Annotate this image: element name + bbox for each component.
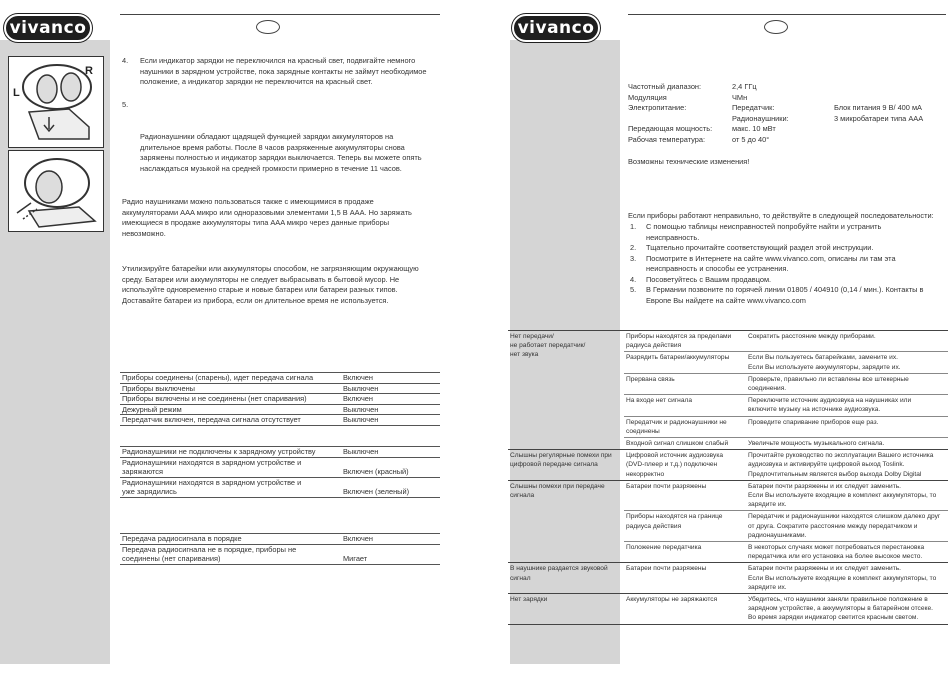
fix-cell: Проверьте, правильно ли вставлены все штекерные соединения.: [746, 373, 948, 394]
step-number: 3.: [630, 253, 637, 263]
table-row: [120, 544, 440, 554]
table-row: [120, 447, 440, 458]
status-desc: заряжаются: [122, 467, 163, 476]
spec-value: ЧМн: [732, 92, 748, 102]
spec-value: 2,4 ГГц: [732, 82, 757, 91]
logo-text: vivanco: [9, 18, 87, 38]
step-number: 2.: [630, 243, 637, 252]
cause-cell: Положение передатчика: [624, 542, 746, 563]
disposal-paragraph: [122, 264, 440, 306]
spec-row: [628, 103, 948, 114]
fix-cell: Сократить расстояние между приборами.: [748, 333, 876, 340]
headphone-battery-illustration: [8, 150, 104, 232]
status-desc: Приборы включены и не соединены (нет спаривания): [122, 394, 307, 403]
spec-row: [628, 93, 948, 104]
specs-block: [628, 82, 948, 145]
table-row: [120, 404, 440, 415]
header-oval: [764, 20, 788, 34]
table-row: [120, 394, 440, 405]
label-r: R: [85, 65, 93, 77]
cause-cell: Входной сигнал слишком слабый: [624, 438, 746, 450]
headphone-charging-illustration: [8, 56, 104, 148]
status-desc: Передача радиосигнала в порядке: [122, 534, 242, 543]
cause-cell: Приборы находятся на границе радиуса действия: [624, 511, 746, 542]
spec-value: от 5 до 40°: [732, 134, 770, 144]
fix-cell: Батареи почти разряжены и их следует заменить. Если Вы используете входящие в комплект аккумуляторы, то зарядите их.: [748, 482, 937, 509]
item4-number: 4.: [122, 56, 129, 65]
step-number: 4.: [630, 274, 637, 284]
fix-cell: Если Вы пользуетесь батарейками, замените их. Если Вы используете аккумуляторы, зарядите их.: [746, 352, 948, 373]
step-line: Европе Вы найдете на сайте www.vivanco.com: [646, 295, 806, 305]
status-desc: соединены (нет спаривания): [122, 554, 221, 563]
step-line: Посоветуйтесь с Вашим продавцом.: [646, 274, 772, 284]
table-row: [120, 457, 440, 467]
problem-cell: Нет передачи/ не работает передатчик/ нет звука: [510, 333, 586, 359]
cause-cell: Приборы находятся за пределами радиуса действия: [626, 333, 732, 350]
charging-line: Радионаушники обладают щадящей функцией зарядки аккумуляторов на: [140, 132, 394, 141]
status-value: Выключен: [343, 415, 379, 424]
step-line: Посмотрите в Интернете на сайте www.vivanco.com, описаны ли там эта: [646, 253, 896, 263]
status-value: Включен (красный): [343, 467, 409, 476]
table-row: [508, 331, 948, 352]
step-line: неисправность.: [646, 232, 700, 242]
disposal-line: используйте одновременно старые и новые батареи или батареи разных типов.: [122, 285, 398, 294]
brand-logo: [512, 14, 600, 42]
status-value: Включен (зеленый): [343, 487, 410, 496]
table-row: [120, 554, 440, 564]
spec-label: Модуляция: [628, 92, 667, 102]
cause-cell: На входе нет сигнала: [624, 395, 746, 416]
status-table-radio: [120, 533, 440, 565]
status-desc: Передатчик включен, передача сигнала отсутствует: [122, 415, 301, 424]
table-row: [120, 383, 440, 394]
status-desc: уже зарядились: [122, 487, 177, 496]
item5-number: 5.: [122, 100, 129, 109]
charging-line: длительное время работы. После 8 часов разряженные аккумуляторы снова: [140, 142, 405, 152]
battery-paragraph: [122, 197, 440, 239]
status-value: Мигает: [343, 554, 368, 563]
table-row: [120, 487, 440, 497]
fix-cell: Батареи почти разряжены и их следует заменить. Если Вы используете входящие в комплект аккумуляторы, то зарядите их.: [748, 565, 937, 591]
step-item: [628, 254, 948, 275]
disposal-line: среду. Батареи или аккумуляторы не следует выбрасывать в бытовой мусор. Не: [122, 274, 400, 284]
step-number: 5.: [630, 285, 637, 294]
header-rule: [628, 14, 946, 15]
charging-line: заряжены полностью и индикатор зарядки выключается. Теперь вы можете опять: [140, 153, 422, 162]
tech-changes-note: Возможны технические изменения!: [628, 157, 750, 166]
cause-cell: Передатчик и радионаушники не соединены: [624, 416, 746, 437]
item4-line: наушники в зарядном устройстве, пока зарядные контакты не займут необходимое: [140, 66, 427, 76]
status-desc: Радионаушники находятся в зарядном устройстве и: [122, 457, 302, 467]
troubleshooting-table: [508, 330, 948, 625]
battery-line: Радио наушниками можно пользоваться также с имеющимися в продаже: [122, 197, 374, 206]
problem-cell: Слышны регулярные помехи при цифровой передаче сигнала: [510, 452, 612, 469]
status-value: [341, 544, 440, 554]
cause-cell: Прервана связь: [624, 373, 746, 394]
status-value: [341, 457, 440, 467]
table-row: [508, 480, 948, 511]
fix-cell: Прочитайте руководство по эксплуатации Вашего источника аудиозвука и активируйте цифровой выход Toslink. Предпочтительным является выбор выхода Dolby Digital: [748, 452, 934, 478]
brand-logo: [4, 14, 92, 42]
status-value: Включен: [343, 534, 373, 543]
status-value: Включен: [343, 394, 373, 403]
status-table-transmitter: [120, 372, 440, 426]
header-oval: [256, 20, 280, 34]
spec-row: [628, 135, 948, 146]
status-value: Выключен: [343, 383, 379, 393]
battery-line: невозможно.: [122, 228, 166, 238]
table-row: [120, 534, 440, 545]
table-row: [120, 467, 440, 477]
spec-row: [628, 114, 948, 125]
spec-extra: 3 микробатареи типа AAA: [834, 113, 924, 123]
label-l: L: [13, 87, 20, 99]
spec-value: Передатчик:: [732, 103, 775, 112]
trouble-intro: Если приборы работают неправильно, то действуйте в следующей последовательности:: [628, 211, 934, 220]
status-value: Включен: [343, 373, 373, 382]
logo-text: vivanco: [517, 18, 595, 38]
battery-line: аккумуляторами AAA микро или одноразовыми элементами 1,5 В AAA. Но заряжать: [122, 207, 412, 217]
step-line: В Германии позвоните по горячей линии 01805 / 404910 (0,14 / мин.). Контакты в: [646, 285, 924, 294]
disposal-line: Доставайте батареи из прибора, если он длительное время не используется.: [122, 295, 389, 305]
spec-label: Передающая мощность:: [628, 124, 713, 133]
charging-line: наслаждаться музыкой на средней громкости примерно в течение 11 часов.: [140, 163, 402, 173]
spec-row: [628, 82, 948, 93]
fix-cell: Проведите спаривание приборов еще раз.: [746, 416, 948, 437]
status-desc: Приборы соединены (спарены), идет передача сигнала: [122, 373, 314, 382]
step-line: Тщательно прочитайте соответствующий раздел этой инструкции.: [646, 243, 874, 252]
status-desc: Радионаушники находятся в зарядном устройстве и: [122, 477, 302, 487]
step-item: [628, 243, 948, 254]
spec-extra: Блок питания 9 В/ 400 мА: [834, 103, 922, 112]
status-table-charging: [120, 446, 440, 498]
spec-row: [628, 124, 948, 135]
cause-cell: Батареи почти разряжены: [626, 565, 707, 573]
status-value: Выключен: [343, 447, 379, 456]
item4-text: [140, 56, 440, 88]
status-desc: Дежурный режим: [122, 404, 182, 414]
status-value: Выключен: [343, 404, 379, 414]
spec-label: Частотный диапазон:: [628, 82, 702, 91]
step-line: неисправность и способы ее устранения.: [646, 264, 789, 273]
trouble-steps: [628, 222, 948, 306]
table-row: [120, 415, 440, 426]
disposal-line: Утилизируйте батарейки или аккумуляторы способом, не загрязняющим окружающую: [122, 264, 419, 273]
step-item: [628, 222, 948, 243]
cause-cell: Разрядить батареи/аккумуляторы: [624, 352, 746, 373]
cause-cell: Цифровой источник аудиозвука (DVD-плеер и т.д.) подключен некорректно: [626, 452, 724, 478]
spec-label: Электропитание:: [628, 103, 687, 112]
problem-cell: В наушнике раздается звуковой сигнал: [510, 565, 608, 582]
item4-line: положение, а индикатор зарядки не переключится на красный свет.: [140, 77, 373, 86]
headphone-battery-drawing: [9, 151, 103, 231]
cause-cell: Аккумуляторы не заряжаются: [626, 596, 718, 604]
status-desc: Приборы выключены: [122, 383, 195, 393]
step-item: [628, 285, 948, 306]
table-row: [508, 563, 948, 594]
status-desc: Передача радиосигнала не в порядке, приборы не: [122, 544, 297, 554]
table-row: [508, 450, 948, 481]
spec-label: Рабочая температура:: [628, 134, 706, 144]
fix-cell: В некоторых случаях может потребоваться перестановка передатчика или его установка на более высокое место.: [746, 542, 948, 563]
spec-value: Радионаушники:: [732, 113, 789, 123]
item4-line: Если индикатор зарядки не переключился на красный свет, подвигайте немного: [140, 56, 416, 65]
status-desc: Радионаушники не подключены к зарядному устройству: [122, 447, 316, 456]
table-row: [120, 477, 440, 487]
step-item: [628, 275, 948, 286]
table-row: [508, 594, 948, 625]
problem-cell: Слышны помехи при передаче сигнала: [510, 482, 605, 500]
problem-cell: Нет зарядки: [510, 596, 548, 604]
fix-cell: Увеличьте мощность музыкального сигнала.: [746, 438, 948, 450]
battery-line: имеющиеся в продаже аккумуляторы типа AAA микро через данные приборы: [122, 218, 390, 227]
step-line: С помощью таблицы неисправностей попробуйте найти и устранить: [646, 222, 882, 231]
charging-paragraph: [140, 132, 440, 174]
fix-cell: Переключите источник аудиозвука на наушниках или включите музыку на источнике аудиозвука.: [746, 395, 948, 416]
fix-cell: Передатчик и радионаушники находятся слишком далеко друг от друга. Сократите расстояние между передатчиком и радионаушниками.: [746, 511, 948, 542]
status-value: [341, 477, 440, 487]
table-row: [120, 373, 440, 384]
cause-cell: Батареи почти разряжены: [626, 482, 707, 490]
spec-value: макс. 10 мВт: [732, 124, 776, 133]
step-number: 1.: [630, 222, 637, 231]
fix-cell: Убедитесь, что наушники заняли правильное положение в зарядном устройстве, а аккумуляторы в батарейном отсеке. Во время зарядки индикатор светится красным светом.: [748, 596, 933, 622]
header-rule: [120, 14, 440, 15]
